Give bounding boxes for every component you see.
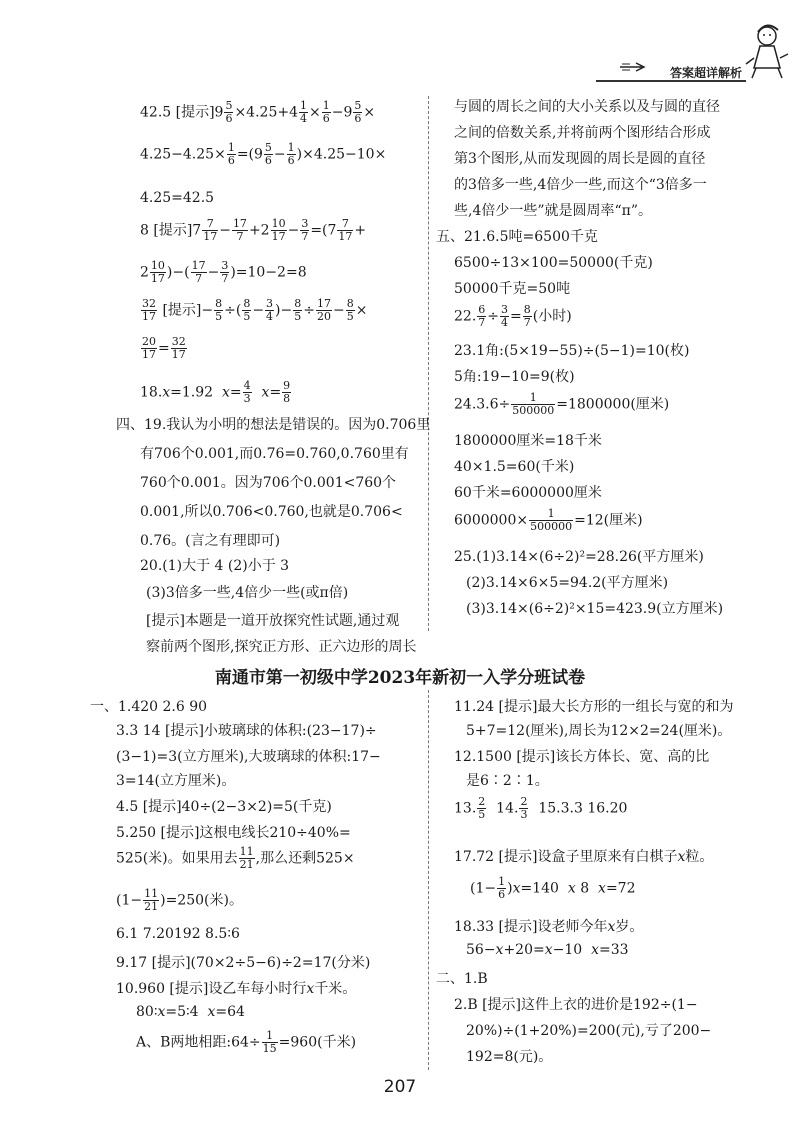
fraction: $\frac{32}{17}$ xyxy=(142,297,156,323)
fraction: $\frac{32}{17}$ xyxy=(171,335,186,361)
answer-line: 80∶x=5∶4 x=64 xyxy=(136,1004,245,1020)
answer-line: 6000000× $\frac{1}{500000}$ =12(厘米) xyxy=(454,507,643,533)
fraction: $\frac{11}{21}$ xyxy=(239,845,254,871)
fraction: $\frac{3}{7}$ xyxy=(221,259,229,285)
answer-line: 12.1500 [提示]该长方体长、宽、高的比 xyxy=(454,749,710,765)
answer-line: 10.960 [提示]设乙车每小时行x千米。 xyxy=(116,981,357,997)
answer-line: (1− $\frac{11}{21}$ )=250(米)。 xyxy=(116,887,243,913)
header-title: 答案超详解析 xyxy=(669,66,742,80)
fraction: $\frac{3}{7}$ xyxy=(301,217,309,243)
fraction: $\frac{8}{5}$ xyxy=(294,297,302,323)
answer-line: 60千米=6000000厘米 xyxy=(454,485,602,501)
answer-line: 22. $\frac{6}{7}$ ÷ $\frac{3}{4}$ = $\frac{8}{7}$ (小时) xyxy=(454,303,572,329)
answer-line: 些,4倍少一些”就是圆周率“π”。 xyxy=(454,203,653,219)
answer-line: 5角:19−10=9(枚) xyxy=(454,369,575,385)
fraction: $\frac{20}{17}$ xyxy=(142,335,156,361)
answer-line: $\frac{20}{17}$ = $\frac{32}{17}$ xyxy=(142,335,186,361)
fraction: $\frac{8}{5}$ xyxy=(346,297,354,323)
fraction: $\frac{17}{20}$ xyxy=(316,297,331,323)
answer-line: 56−x+20=x−10 x=33 xyxy=(466,942,629,958)
answer-line: [提示]本题是一道开放探究性试题,通过观 xyxy=(146,613,400,629)
mascot-logo-icon xyxy=(742,18,792,80)
answer-line: 察前两个图形,探究正方形、正六边形的周长 xyxy=(146,639,417,655)
answer-line: 是6∶2∶1。 xyxy=(466,773,549,789)
upper-right-column xyxy=(436,96,776,636)
answer-line: 11.24 [提示]最大长方形的一组长与宽的和为 xyxy=(454,699,734,715)
fraction: $\frac{1}{15}$ xyxy=(262,1029,277,1055)
answer-line: 20.(1)大于 4 (2)小于 3 xyxy=(140,558,290,574)
answer-line: 4.25−4.25× $\frac{1}{6}$ =(9 $\frac{5}{6}$ − $\frac{1}{6}$ )×4.25−10× xyxy=(140,141,387,167)
fraction: $\frac{1}{500000}$ xyxy=(530,507,573,533)
fraction: $\frac{7}{17}$ xyxy=(203,217,218,243)
answer-line: 一、1.420 2.6 90 xyxy=(90,699,208,715)
answer-line: 3=14(立方厘米)。 xyxy=(116,773,236,789)
fraction: $\frac{1}{4}$ xyxy=(300,99,307,125)
fraction: $\frac{1}{6}$ xyxy=(227,141,235,167)
answer-line: 2 $\frac{10}{17}$ )−( $\frac{17}{7}$ − $\frac{3}{7}$ )=10−2=8 xyxy=(140,259,307,285)
answer-line: (3)3.14×(6÷2)²×15=423.9(立方厘米) xyxy=(466,601,724,617)
answer-line: $\frac{32}{17}$ [提示]− $\frac{8}{5}$ ÷( $\frac{8}{5}$ − $\frac{3}{4}$ )− $\frac{8}{5}$ ÷ $\frac{17}{20}$ − $\frac{8}{5}$ × xyxy=(142,297,368,323)
fraction: $\frac{5}{6}$ xyxy=(264,141,272,167)
fraction: $\frac{1}{6}$ xyxy=(322,99,330,125)
fraction: $\frac{17}{7}$ xyxy=(232,217,247,243)
answer-line: 23.1角:(5×19−55)÷(5−1)=10(枚) xyxy=(454,343,690,359)
answer-line: 9.17 [提示](70×2÷5−6)÷2=17(分米) xyxy=(116,955,371,971)
fraction: $\frac{1}{6}$ xyxy=(287,141,295,167)
fraction: $\frac{2}{5}$ xyxy=(478,795,486,821)
fraction: $\frac{3}{4}$ xyxy=(501,303,508,329)
answer-line: 5.250 [提示]这根电线长210÷40%= xyxy=(116,825,351,841)
answer-line: 二、1.B xyxy=(436,971,488,987)
answer-line: 40×1.5=60(千米) xyxy=(454,459,575,475)
fraction: $\frac{10}{17}$ xyxy=(271,217,286,243)
answer-line: 25.(1)3.14×(6÷2)²=28.26(平方厘米) xyxy=(454,549,704,565)
lower-right-column xyxy=(436,696,776,1076)
answer-line: 的3倍多一些,4倍少一些,而这个“3倍多一 xyxy=(454,177,707,193)
answer-line: 24.3.6÷ $\frac{1}{500000}$ =1800000(厘米) xyxy=(454,391,670,417)
answer-line: 四、19.我认为小明的想法是错误的。因为0.706里 xyxy=(116,417,431,433)
answer-line: 192=8(元)。 xyxy=(466,1049,553,1065)
answer-line: 8 [提示]7 $\frac{7}{17}$ − $\frac{17}{7}$ +2 $\frac{10}{17}$ − $\frac{3}{7}$ =(7 $\frac{7}{17}$ + xyxy=(140,217,367,243)
fraction: $\frac{5}{6}$ xyxy=(225,99,233,125)
answer-line: 18.x=1.92 x= $\frac{4}{3}$ x= $\frac{9}{8}$ xyxy=(140,379,291,405)
answer-line: (2)3.14×6×5=94.2(平方厘米) xyxy=(466,575,669,591)
fraction: $\frac{4}{3}$ xyxy=(243,379,251,405)
answer-line: 4.5 [提示]40÷(2−3×2)=5(千克) xyxy=(116,799,332,815)
answer-line: 13. $\frac{2}{5}$ 14. $\frac{2}{3}$ 15.3.3 16.20 xyxy=(454,795,628,821)
answer-line: 4.25=42.5 xyxy=(140,190,215,206)
lower-left-column xyxy=(90,696,425,1076)
answer-line: 18.33 [提示]设老师今年x岁。 xyxy=(454,919,644,935)
column-divider xyxy=(428,96,429,631)
answer-line: 6.1 7.20192 8.5∶6 xyxy=(116,926,240,942)
answer-line: 760个0.001。因为706个0.001<760个 xyxy=(140,475,397,491)
answer-line: 1800000厘米=18千米 xyxy=(454,433,602,449)
answer-line: 0.001,所以0.706<0.760,也就是0.706< xyxy=(140,504,403,520)
section-title: 南通市第一初级中学2023年新初一入学分班试卷 xyxy=(214,668,586,688)
answer-line: 17.72 [提示]设盒子里原来有白棋子x粒。 xyxy=(454,849,714,865)
answer-line: 50000千克=50吨 xyxy=(454,281,571,297)
answer-line: (3−1)=3(立方厘米),大玻璃球的体积:17− xyxy=(116,749,381,765)
column-divider xyxy=(428,690,429,1070)
fraction: $\frac{8}{7}$ xyxy=(523,303,531,329)
answer-line: 525(米)。如果用去 $\frac{11}{21}$ ,那么还剩525× xyxy=(116,845,355,871)
answer-line: A、B两地相距:64÷ $\frac{1}{15}$ =960(千米) xyxy=(136,1029,357,1055)
answer-line: 五、21.6.5吨=6500千克 xyxy=(436,229,598,245)
page-number: 207 xyxy=(383,1077,417,1097)
fraction: $\frac{2}{3}$ xyxy=(520,795,528,821)
answer-line: 与圆的周长之间的大小关系以及与圆的直径 xyxy=(454,99,720,115)
fraction: $\frac{1}{500000}$ xyxy=(512,391,555,417)
header-arrow-icon xyxy=(620,62,648,72)
fraction: $\frac{1}{6}$ xyxy=(498,875,506,901)
answer-line: 3.3 14 [提示]小玻璃球的体积:(23−17)÷ xyxy=(116,723,377,739)
answer-line: 5+7=12(厘米),周长为12×2=24(厘米)。 xyxy=(466,723,732,739)
fraction: $\frac{5}{6}$ xyxy=(354,99,362,125)
fraction: $\frac{9}{8}$ xyxy=(283,379,291,405)
answer-line: 42.5 [提示]9 $\frac{5}{6}$ ×4.25+4 $\frac{1}{4}$ × $\frac{1}{6}$ −9 $\frac{5}{6}$ × xyxy=(140,99,376,125)
fraction: $\frac{8}{5}$ xyxy=(243,297,251,323)
answer-line: 有706个0.001,而0.76=0.760,0.760里有 xyxy=(140,446,409,462)
answer-line: 第3个图形,从而发现圆的周长是圆的直径 xyxy=(454,151,706,167)
fraction: $\frac{17}{7}$ xyxy=(191,259,206,285)
answer-line: 6500÷13×100=50000(千克) xyxy=(454,255,653,271)
answer-line: 之间的倍数关系,并将前两个图形结合形成 xyxy=(454,125,711,141)
answer-line: 2.B [提示]这件上衣的进价是192÷(1− xyxy=(454,997,698,1013)
fraction: $\frac{3}{4}$ xyxy=(266,297,274,323)
answer-line: (1− $\frac{1}{6}$ )x=140 x 8 x=72 xyxy=(470,875,636,901)
header-rule xyxy=(596,80,746,82)
fraction: $\frac{10}{17}$ xyxy=(150,259,165,285)
answer-line: (3)3倍多一些,4倍少一些(或π倍) xyxy=(146,585,349,601)
answer-line: 0.76。(言之有理即可) xyxy=(140,533,281,549)
answer-line: 20%)÷(1+20%)=200(元),亏了200− xyxy=(466,1023,712,1039)
fraction: $\frac{11}{21}$ xyxy=(144,887,159,913)
fraction: $\frac{7}{17}$ xyxy=(338,217,353,243)
fraction: $\frac{6}{7}$ xyxy=(478,303,486,329)
fraction: $\frac{8}{5}$ xyxy=(215,297,223,323)
